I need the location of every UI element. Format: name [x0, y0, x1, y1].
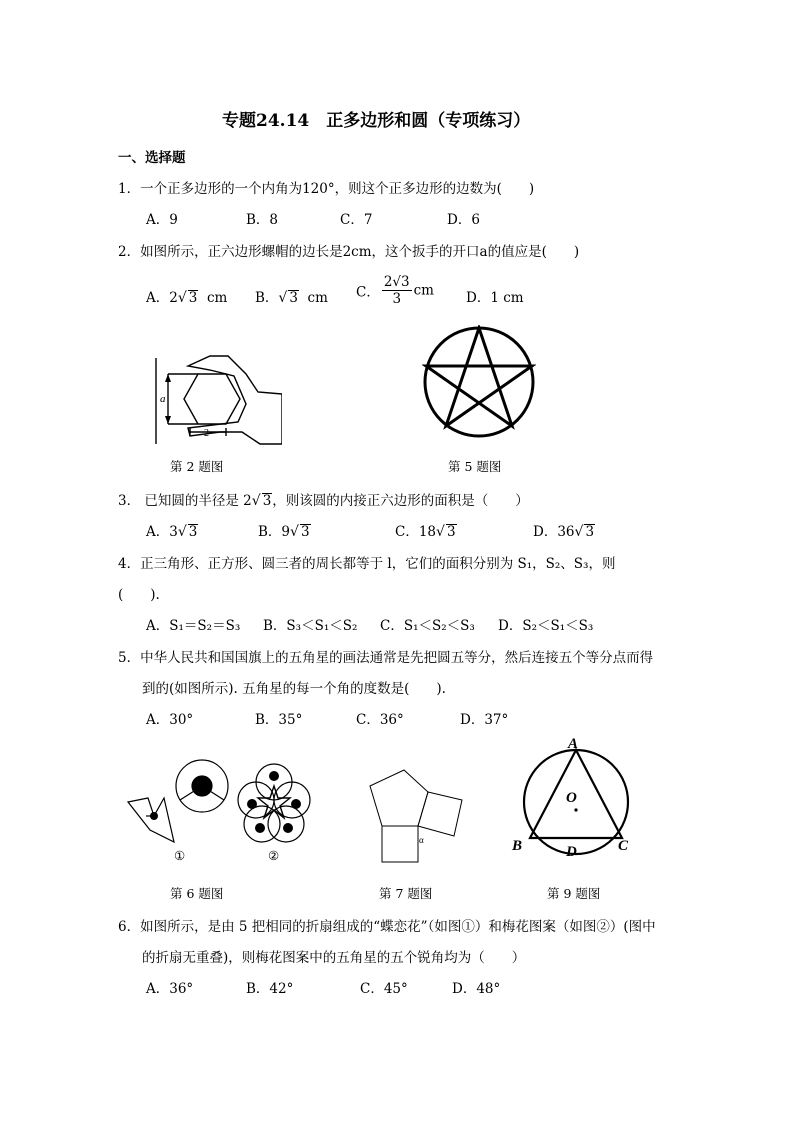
svg-text:O: O	[566, 790, 577, 806]
question-1: 1．一个正多边形的一个内角为120°，则这个正多边形的边数为( )	[118, 181, 535, 197]
q2-option-a: A．2√ 3 cm	[146, 290, 228, 306]
q1-option-d: D．6	[447, 212, 480, 228]
q3-option-b: B．9√ 3	[258, 524, 310, 540]
question-6-line-2: 的折扇无重叠)，则梅花图案中的五角星的五个锐角均为（ ）	[142, 950, 526, 966]
inscribed-triangle-figure	[508, 734, 638, 864]
svg-text:D: D	[566, 844, 577, 860]
q5-option-d: D．37°	[460, 712, 509, 728]
wrench-hexagon-figure	[150, 352, 282, 448]
svg-text:B: B	[512, 838, 523, 854]
pentagon-squares-figure	[366, 766, 476, 866]
page-title: 专题24.14 正多边形和圆（专项练习）	[222, 111, 531, 131]
q4-option-d: D．S₂＜S₁＜S₃	[498, 618, 594, 634]
label-a: a	[160, 393, 166, 405]
svg-text:A: A	[568, 736, 579, 752]
question-5-line-2: 到的(如图所示). 五角星的每一个角的度数是( ).	[142, 681, 446, 697]
q4-option-b: B．S₃＜S₁＜S₂	[263, 618, 358, 634]
q5-option-c: C．36°	[356, 712, 404, 728]
folding-fan-figure	[124, 758, 324, 848]
svg-text:C: C	[618, 838, 629, 854]
q1-option-a: A．9	[146, 212, 178, 228]
q1-option-b: B．8	[246, 212, 279, 228]
q2-option-b: B．√ 3 cm	[255, 290, 328, 306]
figure-7-caption: 第 7 题图	[379, 886, 433, 901]
question-4-line-1: 4．正三角形、正方形、圆三者的周长都等于 l，它们的面积分别为 S₁，S₂、S₃，则	[118, 556, 616, 572]
figure-2-caption: 第 2 题图	[170, 459, 224, 474]
question-6-line-1: 6．如图所示，是由 5 把相同的折扇组成的“蝶恋花”（如图①）和梅花图案（如图②）(图中	[118, 919, 656, 935]
figure-9-caption: 第 9 题图	[547, 886, 601, 901]
q2-option-c: C． $\frac{2√3}{3}$ cm	[356, 274, 434, 308]
q6-option-d: D．48°	[452, 981, 501, 997]
label-2: 2	[204, 428, 209, 439]
q5-option-a: A．30°	[146, 712, 194, 728]
figure-5-caption: 第 5 题图	[448, 459, 502, 474]
q3-option-d: D．36√ 3	[533, 524, 595, 540]
section-heading: 一、选择题	[118, 150, 186, 166]
q5-option-b: B．35°	[255, 712, 303, 728]
q4-option-a: A．S₁＝S₂＝S₃	[146, 618, 241, 634]
q2-option-d: D．1 cm	[466, 290, 524, 306]
star-in-circle-figure	[422, 325, 536, 439]
question-4-line-2: ( ).	[118, 587, 160, 603]
q6-option-c: C．45°	[360, 981, 408, 997]
alpha-label: α	[419, 835, 424, 845]
q4-option-c: C．S₁＜S₂＜S₃	[380, 618, 475, 634]
q3-option-a: A．3√ 3	[146, 524, 198, 540]
figure-6-label-2: ②	[268, 848, 280, 863]
figure-6-label-1: ①	[174, 848, 186, 863]
q1-option-c: C．7	[340, 212, 373, 228]
q6-option-a: A．36°	[146, 981, 194, 997]
question-3: 3． 已知圆的半径是 2√ 3，则该圆的内接正六边形的面积是（ ）	[118, 493, 529, 509]
question-5-line-1: 5．中华人民共和国国旗上的五角星的画法通常是先把圆五等分，然后连接五个等分点而得	[118, 650, 654, 666]
question-2: 2．如图所示，正六边形螺帽的边长是2cm，这个扳手的开口a的值应是( )	[118, 244, 580, 260]
figure-6-caption: 第 6 题图	[170, 886, 224, 901]
q6-option-b: B．42°	[246, 981, 294, 997]
q3-option-c: C．18√ 3	[395, 524, 456, 540]
